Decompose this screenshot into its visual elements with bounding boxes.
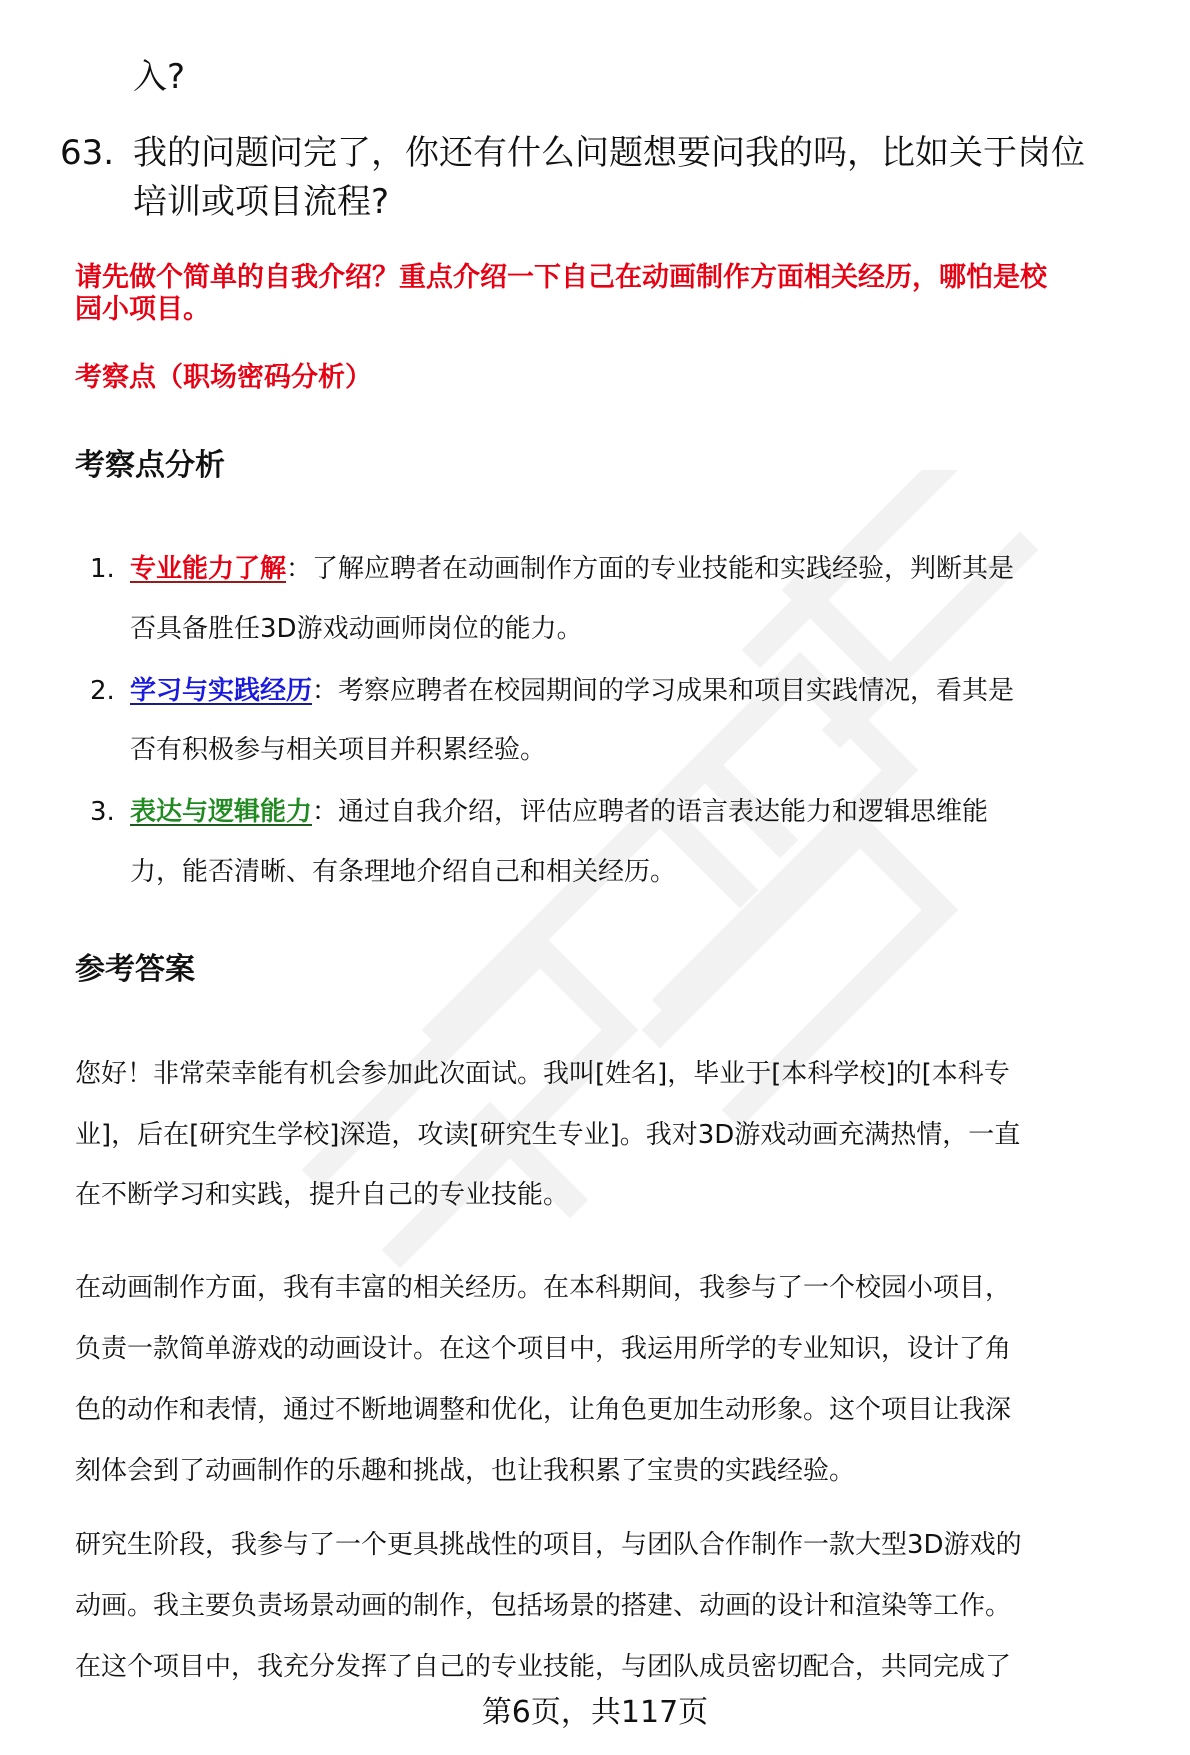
list-number: 1.: [90, 554, 115, 584]
list-item-continuation: 否有积极参与相关项目并积累经验。: [130, 735, 547, 765]
page-indicator: 第6页，共117页: [481, 1695, 709, 1730]
list-item-continuation: 否具备胜任3D游戏动画师岗位的能力。: [130, 614, 583, 644]
keyword-link-study-practice[interactable]: 学习与实践经历: [130, 676, 313, 706]
keyword-link-expression-logic[interactable]: 表达与逻辑能力: [130, 797, 313, 827]
red-subheading: 考察点（职场密码分析）: [75, 362, 372, 393]
paragraph-line: 动画。我主要负责场景动画的制作，包括场景的搭建、动画的设计和渲染等工作。: [75, 1591, 1012, 1621]
paragraph-line: 在动画制作方面，我有丰富的相关经历。在本科期间，我参与了一个校园小项目，: [75, 1273, 1012, 1303]
paragraph-line: 您好！非常荣幸能有机会参加此次面试。我叫[姓名]，毕业于[本科学校]的[本科专: [75, 1059, 1010, 1089]
list-item-continuation: 力，能否清晰、有条理地介绍自己和相关经历。: [130, 857, 677, 887]
list-item: [130, 796, 988, 828]
keyword-link-professional-ability[interactable]: 专业能力了解: [130, 554, 287, 584]
previous-question-tail: 入?: [133, 57, 186, 97]
list-item-text: ：了解应聘者在动画制作方面的专业技能和实践经验，判断其是: [286, 554, 1015, 584]
highlighted-question-line: 园小项目。: [75, 294, 210, 325]
paragraph-line: 在不断学习和实践，提升自己的专业技能。: [75, 1180, 570, 1210]
section-title-analysis: 考察点分析: [75, 448, 225, 483]
list-number: 3.: [90, 797, 115, 827]
paragraph-line: 在这个项目中，我充分发挥了自己的专业技能，与团队成员密切配合，共同完成了: [75, 1652, 1012, 1682]
question-number: 63.: [60, 133, 115, 173]
paragraph-line: 刻体会到了动画制作的乐趣和挑战，也让我积累了宝贵的实践经验。: [75, 1456, 856, 1486]
paragraph-line: 色的动作和表情，通过不断地调整和优化，让角色更加生动形象。这个项目让我深: [75, 1395, 1012, 1425]
list-item: [130, 675, 1014, 707]
list-item: [130, 553, 1014, 585]
highlighted-question-line: 请先做个简单的自我介绍？重点介绍一下自己在动画制作方面相关经历，哪怕是校: [75, 262, 1047, 293]
list-item-text: ：考察应聘者在校园期间的学习成果和项目实践情况，看其是: [312, 676, 1015, 706]
list-number: 2.: [90, 676, 115, 706]
section-title-answer: 参考答案: [75, 952, 195, 987]
question-line: 培训或项目流程?: [133, 182, 390, 222]
question-line: 我的问题问完了，你还有什么问题想要问我的吗，比如关于岗位: [133, 133, 1085, 173]
paragraph-line: 负责一款简单游戏的动画设计。在这个项目中，我运用所学的专业知识，设计了角: [75, 1334, 1012, 1364]
list-item-text: ：通过自我介绍，评估应聘者的语言表达能力和逻辑思维能: [312, 797, 989, 827]
paragraph-line: 研究生阶段，我参与了一个更具挑战性的项目，与团队合作制作一款大型3D游戏的: [75, 1530, 1022, 1560]
paragraph-line: 业]，后在[研究生学校]深造，攻读[研究生专业]。我对3D游戏动画充满热情，一直: [75, 1120, 1021, 1150]
